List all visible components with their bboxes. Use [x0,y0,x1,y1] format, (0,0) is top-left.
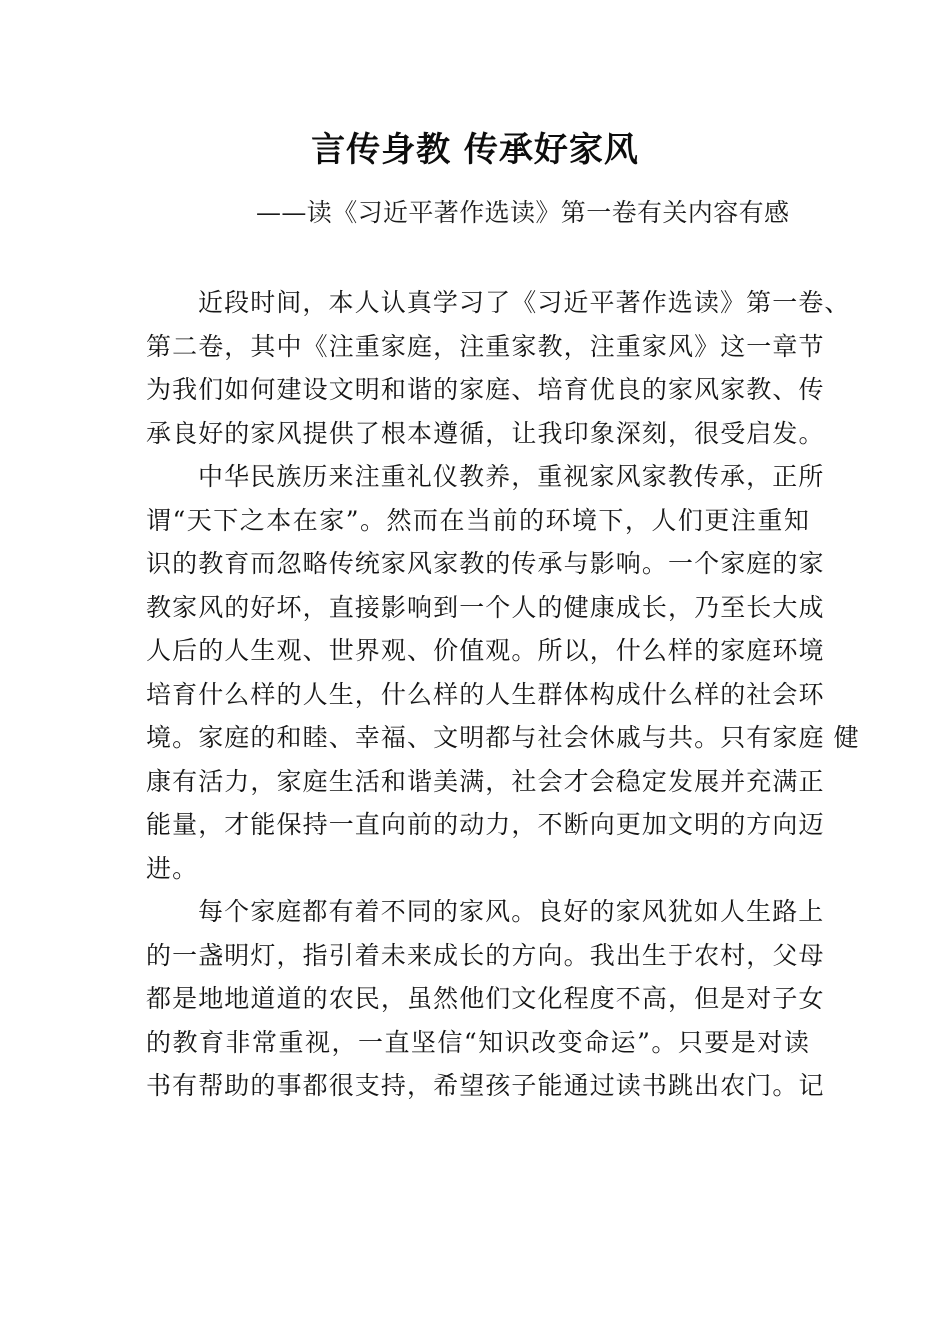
paragraph-line: 的教育非常重视，一直坚信“知识改变命运”。只要是对读 [146,1027,810,1057]
paragraph-line: 承良好的家风提供了根本遵循，让我印象深刻，很受启发。 [146,418,825,448]
paragraph-line: 每个家庭都有着不同的家风。良好的家风犹如人生路上 [198,897,825,926]
paragraph-line: 进。 [146,853,199,883]
paragraph-line: 境。家庭的和睦、幸福、文明都与社会休戚与共。只有家庭 健 [146,723,860,752]
paragraph-line: 为我们如何建设文明和谐的家庭、培育优良的家风家教、传 [146,375,825,404]
paragraph-line: 的一盏明灯，指引着未来成长的方向。我出生于农村，父母 [146,940,825,970]
paragraph-2 [146,455,860,890]
paragraph-line: 培育什么样的人生，什么样的人生群体构成什么样的社会环 [146,679,825,709]
paragraph-3 [146,890,825,1108]
paragraph-line: 人后的人生观、世界观、价值观。所以，什么样的家庭环境 [146,636,825,665]
paragraph-line: 第二卷，其中《注重家庭，注重家教，注重家风》这一章节 [146,331,825,361]
paragraph-line: 能量，才能保持一直向前的动力，不断向更加文明的方向迈 [146,810,825,839]
paragraph-line: 识的教育而忽略传统家风家教的传承与影响。一个家庭的家 [146,549,825,578]
paragraph-line: 中华民族历来注重礼仪教养，重视家风家教传承，正所 [198,462,825,491]
paragraph-line: 谓“天下之本在家”。然而在当前的环境下，人们更注重知 [146,505,810,535]
document-subtitle: ——读《习近平著作选读》第一卷有关内容有感 [256,198,790,227]
paragraph-1 [146,281,851,455]
paragraph-line: 近段时间，本人认真学习了《习近平著作选读》第一卷、 [198,288,851,317]
paragraph-line: 书有帮助的事都很支持，希望孩子能通过读书跳出农门。记 [146,1071,825,1100]
paragraph-line: 都是地地道道的农民，虽然他们文化程度不高，但是对子女 [146,984,825,1013]
paragraph-line: 康有活力，家庭生活和谐美满，社会才会稳定发展并充满正 [146,766,825,796]
document-title: 言传身教 传承好家风 [311,130,639,170]
document-body [146,281,860,1108]
paragraph-line: 教家风的好坏，直接影响到一个人的健康成长，乃至长大成 [146,592,825,622]
